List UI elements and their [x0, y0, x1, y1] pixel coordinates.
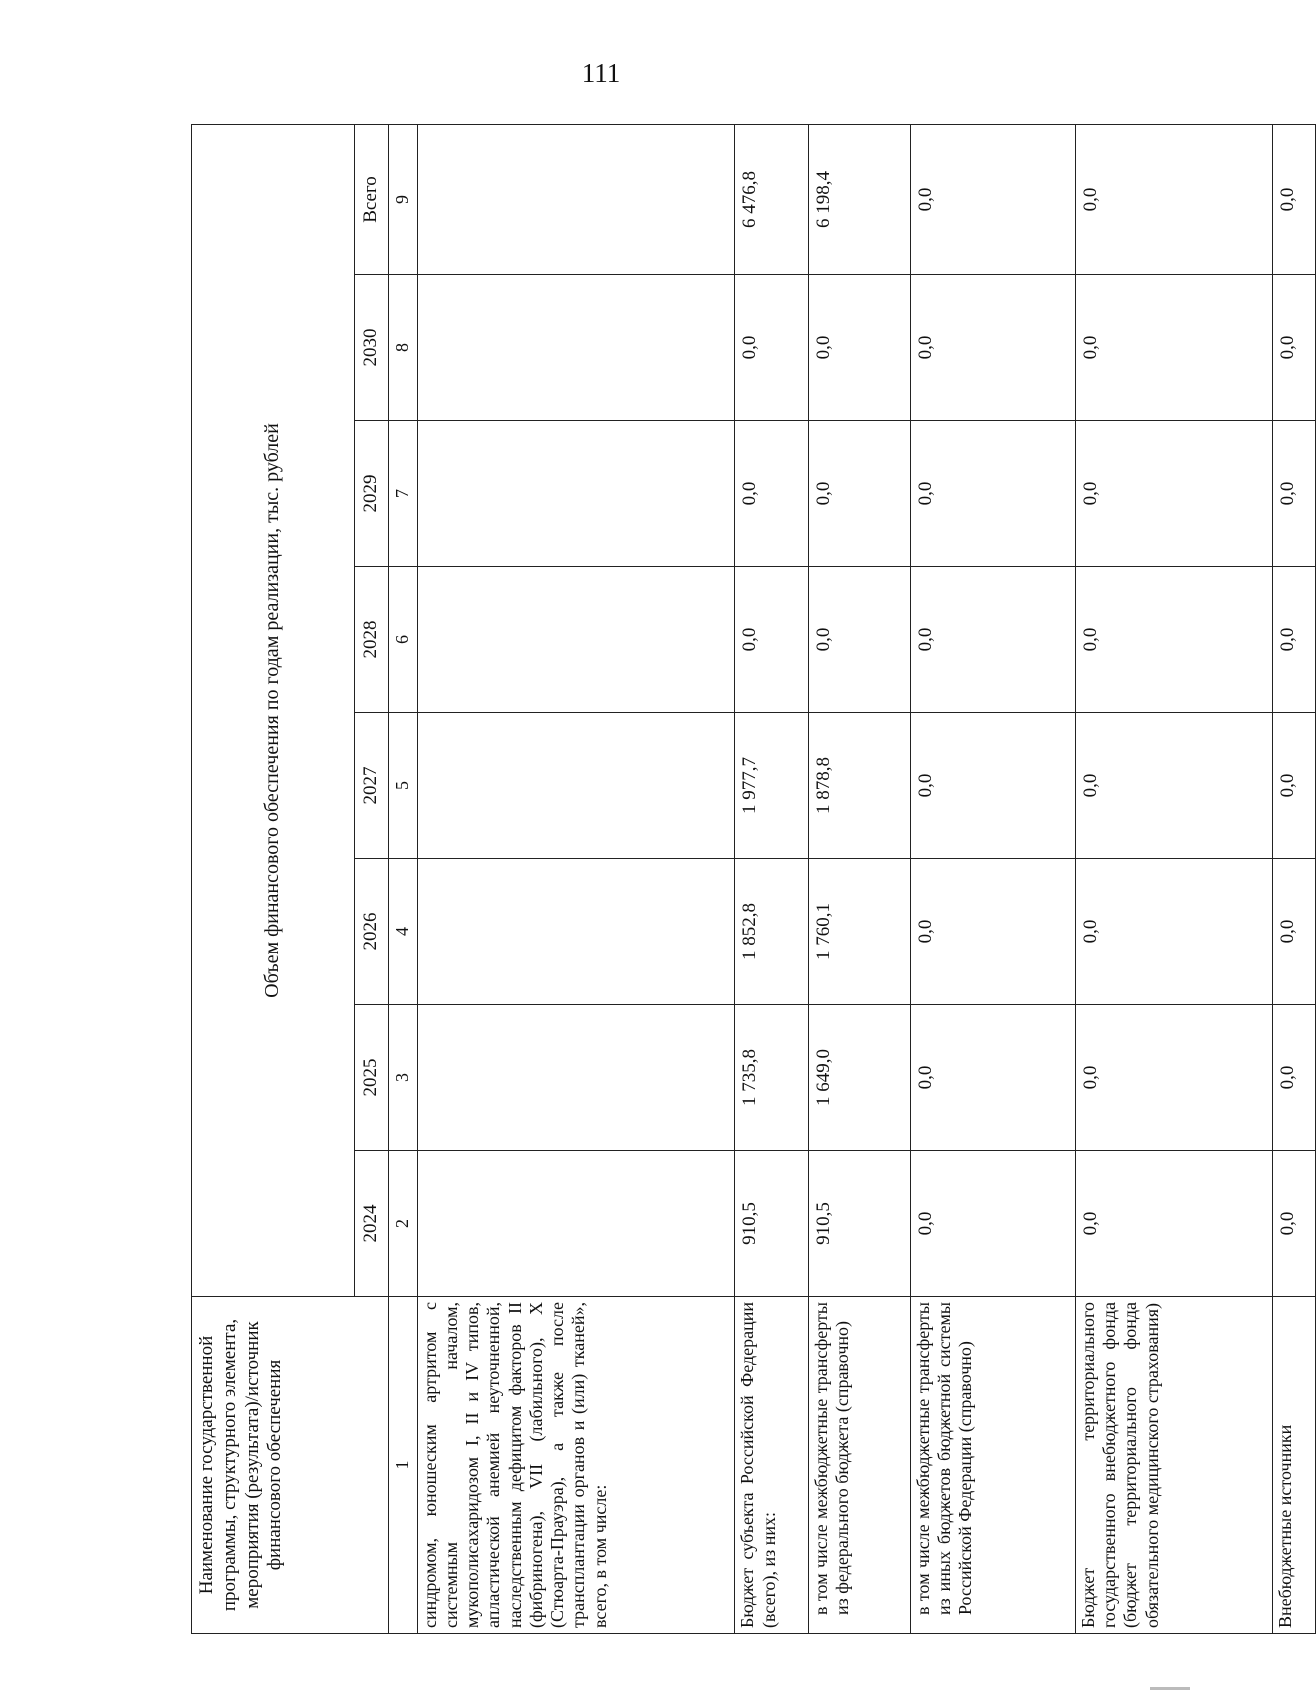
- cell-value: 0,0: [910, 567, 1075, 713]
- cell-value: [417, 275, 735, 421]
- cell-value: 0,0: [910, 1005, 1075, 1151]
- cell-value: [417, 567, 735, 713]
- header-year: 2024: [354, 1151, 389, 1297]
- cell-value: [417, 1151, 735, 1297]
- cell-value: 0,0: [735, 421, 809, 567]
- cell-value: 1 977,7: [735, 713, 809, 859]
- column-number: 7: [389, 421, 417, 567]
- page-number: 111: [581, 58, 621, 88]
- row-name: синдромом, юношеским артритом с системным началом, мукополисахаридозом I, II и IV типов, апластической анемией неуточненной, наследственным дефицитом факторов II (фибриногена), VII (лабильного), X (Стюарта-Прауэра), а также после трансплантации органов и (или) тканей», всего, в том числе:: [417, 1297, 735, 1634]
- row-name: в том числе межбюджетные трансферты из федерального бюджета (справочно): [809, 1297, 911, 1634]
- financing-table: [191, 124, 1316, 1634]
- cell-value: 0,0: [735, 567, 809, 713]
- cell-value: 0,0: [1075, 124, 1272, 274]
- row-name: Бюджет территориального государственного внебюджетного фонда (бюджет территориального фонда обязательного медицинского страхования): [1075, 1297, 1272, 1634]
- cell-value: 0,0: [809, 567, 911, 713]
- cell-value: 0,0: [1075, 275, 1272, 421]
- column-number: 2: [389, 1151, 417, 1297]
- cell-value: 0,0: [910, 1151, 1075, 1297]
- cell-value: [417, 1005, 735, 1151]
- cell-value: 1 878,8: [809, 713, 911, 859]
- table-row: [417, 124, 735, 1633]
- cell-value: 1 760,1: [809, 859, 911, 1005]
- cell-value: [417, 859, 735, 1005]
- column-number: 9: [389, 124, 417, 274]
- cell-value: 0,0: [1075, 567, 1272, 713]
- column-number: 1: [389, 1297, 417, 1634]
- table-row: [1075, 124, 1272, 1633]
- cell-value: 910,5: [809, 1151, 911, 1297]
- header-name: Наименование государственной программы, структурного элемента, мероприятия (результата)/источник финансового обеспечения: [192, 1297, 389, 1634]
- cell-value: 0,0: [1075, 1005, 1272, 1151]
- column-number: 3: [389, 1005, 417, 1151]
- cell-value: 0,0: [1272, 713, 1315, 859]
- cell-value: 0,0: [910, 275, 1075, 421]
- cell-value: 6 198,4: [809, 124, 911, 274]
- table-row: [735, 124, 809, 1633]
- header-year: 2030: [354, 275, 389, 421]
- cell-value: 0,0: [1075, 859, 1272, 1005]
- cell-value: 0,0: [1272, 859, 1315, 1005]
- row-name: Бюджет субъекта Российской Федерации (всего), из них:: [735, 1297, 809, 1634]
- cell-value: 0,0: [1075, 421, 1272, 567]
- cell-value: 0,0: [1272, 567, 1315, 713]
- cell-value: 0,0: [1272, 1005, 1315, 1151]
- column-number: 4: [389, 859, 417, 1005]
- cell-value: 0,0: [910, 859, 1075, 1005]
- cell-value: 1 852,8: [735, 859, 809, 1005]
- column-number: 5: [389, 713, 417, 859]
- cell-value: [417, 421, 735, 567]
- cell-value: [417, 124, 735, 274]
- cell-value: 0,0: [910, 124, 1075, 274]
- header-year: 2025: [354, 1005, 389, 1151]
- financing-table-rotated: [191, 124, 1316, 1634]
- cell-value: 0,0: [1272, 124, 1315, 274]
- cell-value: 0,0: [809, 275, 911, 421]
- row-name: Внебюджетные источники: [1272, 1297, 1315, 1634]
- header-total: Всего: [354, 124, 389, 274]
- header-year: 2028: [354, 567, 389, 713]
- cell-value: 0,0: [1272, 1151, 1315, 1297]
- cell-value: 910,5: [735, 1151, 809, 1297]
- cell-value: 0,0: [809, 421, 911, 567]
- table-row: [809, 124, 911, 1633]
- column-number: 6: [389, 567, 417, 713]
- cell-value: 0,0: [1075, 713, 1272, 859]
- scan-edge-mark: [1150, 1687, 1190, 1690]
- header-year: 2026: [354, 859, 389, 1005]
- cell-value: 0,0: [1272, 275, 1315, 421]
- table-row: [910, 124, 1075, 1633]
- cell-value: 0,0: [910, 421, 1075, 567]
- row-name: в том числе межбюджетные трансферты из иных бюджетов бюджетной системы Российской Федерации (справочно): [910, 1297, 1075, 1634]
- table-row: [1272, 124, 1315, 1633]
- cell-value: 6 476,8: [735, 124, 809, 274]
- cell-value: 0,0: [1075, 1151, 1272, 1297]
- cell-value: 1 649,0: [809, 1005, 911, 1151]
- cell-value: 0,0: [1272, 421, 1315, 567]
- cell-value: 0,0: [735, 275, 809, 421]
- header-year: 2029: [354, 421, 389, 567]
- header-year: 2027: [354, 713, 389, 859]
- column-number: 8: [389, 275, 417, 421]
- cell-value: 0,0: [910, 713, 1075, 859]
- header-volume: Объем финансового обеспечения по годам реализации, тыс. рублей: [192, 124, 355, 1296]
- cell-value: 1 735,8: [735, 1005, 809, 1151]
- cell-value: [417, 713, 735, 859]
